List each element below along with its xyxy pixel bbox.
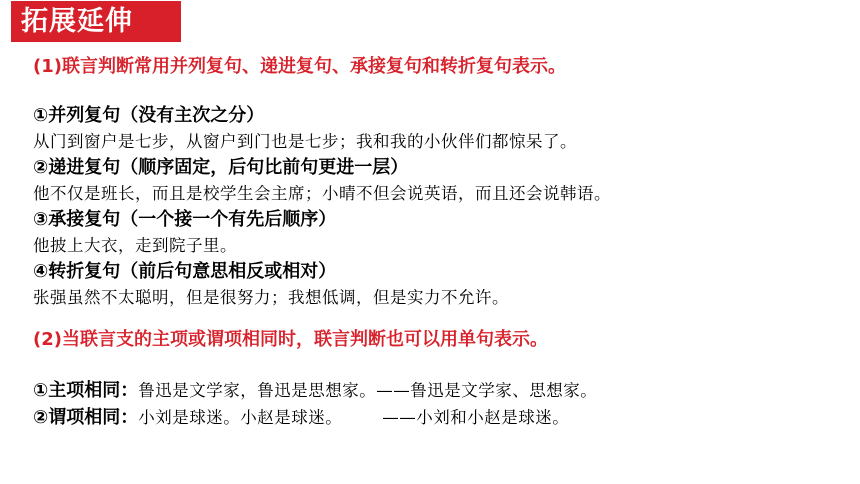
page-title: 拓展延伸 (11, 1, 181, 42)
item-example-progressive: 他不仅是班长，而且是校学生会主席；小晴不但会说英语，而且还会说韩语。 (33, 184, 611, 203)
same-predicate-label: ②谓项相同： (33, 407, 139, 428)
section2-heading: (2)当联言支的主项或谓项相同时，联言判断也可以用单句表示。 (33, 329, 548, 350)
same-subject-example: 鲁迅是文学家，鲁迅是思想家。 (138, 381, 377, 400)
same-subject-label: ①主项相同： (33, 380, 139, 401)
item-example-successive: 他披上大衣，走到院子里。 (33, 236, 237, 255)
same-predicate-example: 小刘是球迷。小赵是球迷。 (138, 408, 343, 427)
same-predicate-row (33, 403, 569, 429)
item-example-adversative: 张强虽然不太聪明，但是很努力；我想低调，但是实力不允许。 (33, 288, 509, 307)
section1-heading: (1)联言判断常用并列复句、递进复句、承接复句和转折复句表示。 (33, 56, 566, 77)
item-label-progressive: ②递进复句（顺序固定，后句比前句更进一层） (33, 157, 409, 178)
same-subject-row (33, 376, 597, 402)
same-subject-result: ——鲁迅是文学家、思想家。 (376, 381, 598, 400)
same-predicate-result: ——小刘和小赵是球迷。 (382, 408, 570, 427)
item-label-parallel: ①并列复句（没有主次之分） (33, 105, 265, 126)
item-label-successive: ③承接复句（一个接一个有先后顺序） (33, 209, 337, 230)
item-example-parallel: 从门到窗户是七步，从窗户到门也是七步；我和我的小伙伴们都惊呆了。 (33, 132, 577, 151)
item-label-adversative: ④转折复句（前后句意思相反或相对） (33, 261, 337, 282)
